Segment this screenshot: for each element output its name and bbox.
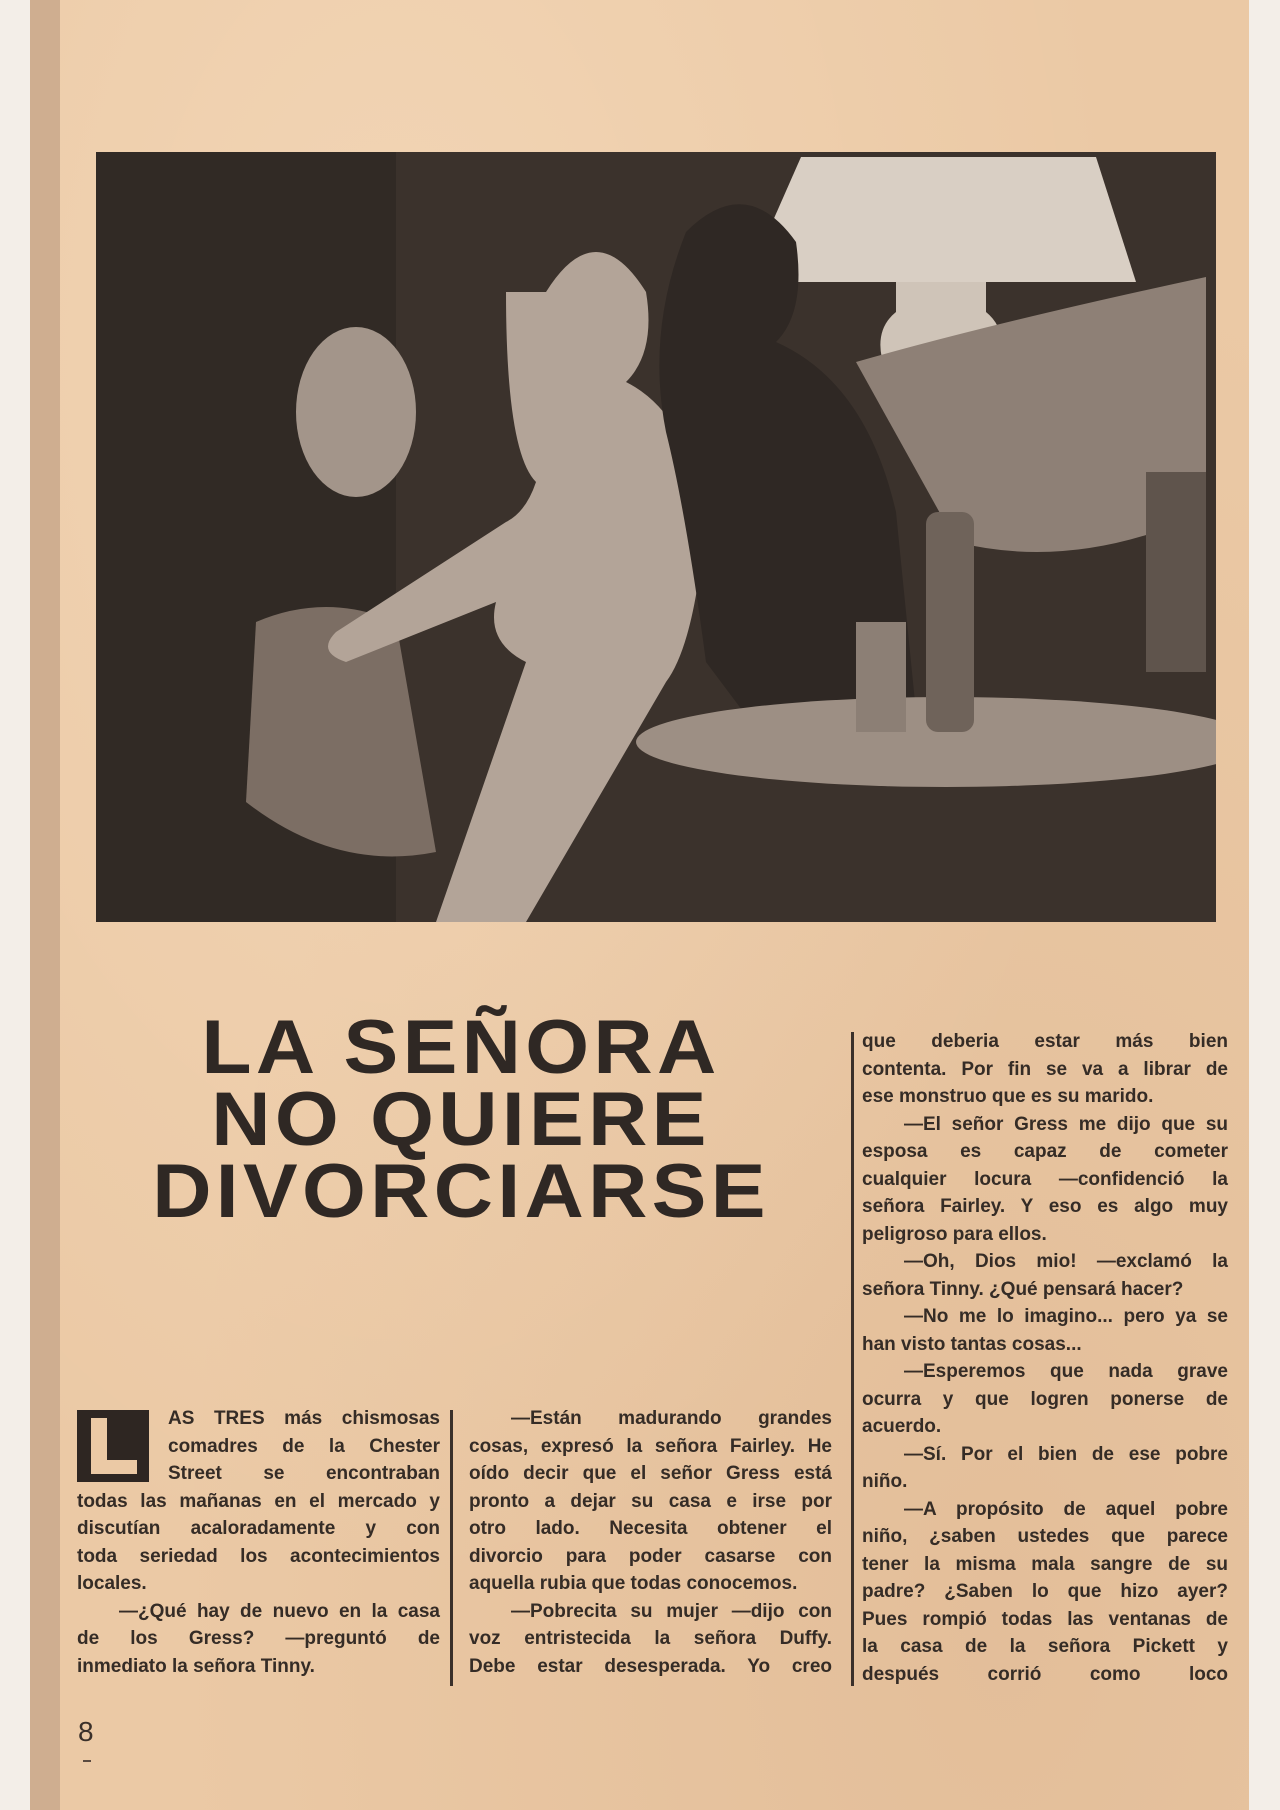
- text-line: —Sí. Por el bien de ese pobre: [904, 1443, 1228, 1465]
- text-column-3: [862, 1028, 1228, 1688]
- text-line: contenta. Por fin se va a librar de: [862, 1058, 1228, 1080]
- text-line: —¿Qué hay de nuevo en la casa: [119, 1600, 440, 1622]
- text-line: de los Gress? —preguntó de: [77, 1628, 440, 1649]
- column-divider: [450, 1410, 453, 1686]
- text-line: Debe estar desesperada. Yo creo: [469, 1655, 832, 1677]
- text-line: aquella rubia que todas conocemos.: [469, 1573, 798, 1594]
- text-line: cosas, expresó la señora Fairley. He: [469, 1435, 832, 1457]
- title-line: LA SEÑORA: [201, 1005, 721, 1090]
- text-line: AS TRES más chismosas: [168, 1408, 440, 1429]
- text-line: señora Tinny. ¿Qué pensará hacer?: [862, 1278, 1184, 1300]
- text-column-1: [77, 1405, 440, 1680]
- article-title: [67, 1005, 855, 1234]
- text-line: oído decir que el señor Gress está: [469, 1463, 832, 1484]
- text-line: que deberia estar más bien: [862, 1031, 1228, 1052]
- text-line: padre? ¿Saben lo que hizo ayer?: [862, 1581, 1228, 1602]
- text-line: voz entristecida la señora Duffy.: [469, 1628, 832, 1649]
- text-line: señora Fairley. Y eso es algo muy: [862, 1196, 1228, 1217]
- title-line: DIVORCIARSE: [152, 1149, 770, 1234]
- text-line: comadres de la Chester: [168, 1435, 440, 1457]
- text-line: toda seriedad los acontecimientos: [77, 1545, 440, 1567]
- text-line: —Oh, Dios mio! —exclamó la: [904, 1251, 1228, 1272]
- text-line: —Pobrecita su mujer —dijo con: [511, 1600, 832, 1622]
- text-line: han visto tantas cosas...: [862, 1333, 1082, 1355]
- text-line: peligroso para ellos.: [862, 1223, 1047, 1245]
- text-line: —Esperemos que nada grave: [904, 1361, 1228, 1382]
- glass-right: [1146, 472, 1206, 672]
- story-illustration: [96, 152, 1216, 922]
- text-line: todas las mañanas en el mercado y: [77, 1490, 440, 1512]
- title-line: NO QUIERE: [211, 1077, 711, 1162]
- text-line: niño, ¿saben ustedes que parece: [862, 1526, 1228, 1547]
- text-line: cualquier locura —confidenció la: [862, 1168, 1228, 1190]
- column-divider: [851, 1032, 854, 1686]
- text-line: la casa de la señora Pickett y: [862, 1636, 1228, 1657]
- text-line: esposa es capaz de cometer: [862, 1141, 1228, 1162]
- text-line: discutían acaloradamente y con: [77, 1518, 440, 1539]
- text-line: tener la misma mala sangre de su: [862, 1553, 1228, 1575]
- text-line: —A propósito de aquel pobre: [904, 1498, 1228, 1520]
- page-number: 8: [78, 1716, 94, 1747]
- text-column-2: [469, 1405, 832, 1680]
- text-line: ese monstruo que es su marido.: [862, 1086, 1154, 1107]
- text-line: divorcio para poder casarse con: [469, 1545, 832, 1567]
- text-line: locales.: [77, 1573, 147, 1594]
- page-mark: [83, 1760, 91, 1762]
- text-line: —No me lo imagino... pero ya se: [904, 1306, 1228, 1327]
- text-line: Pues rompió todas las ventanas de: [862, 1608, 1228, 1630]
- text-line: otro lado. Necesita obtener el: [469, 1518, 832, 1539]
- text-line: ocurra y que logren ponerse de: [862, 1388, 1228, 1410]
- lamp-shade: [746, 157, 1136, 282]
- page-edge-shadow: [30, 0, 60, 1810]
- bottle: [926, 512, 974, 732]
- text-line: Street se encontraban: [168, 1463, 440, 1484]
- text-line: pronto a dejar su casa e irse por: [469, 1490, 832, 1512]
- text-line: niño.: [862, 1471, 908, 1492]
- text-line: —El señor Gress me dijo que su: [904, 1113, 1228, 1135]
- text-line: después corrió como loco: [862, 1663, 1228, 1685]
- text-line: —Están madurando grandes: [511, 1408, 832, 1429]
- glass: [856, 622, 906, 732]
- text-line: acuerdo.: [862, 1416, 942, 1437]
- text-line: inmediato la señora Tinny.: [77, 1655, 315, 1677]
- sofa-cushion: [296, 327, 416, 497]
